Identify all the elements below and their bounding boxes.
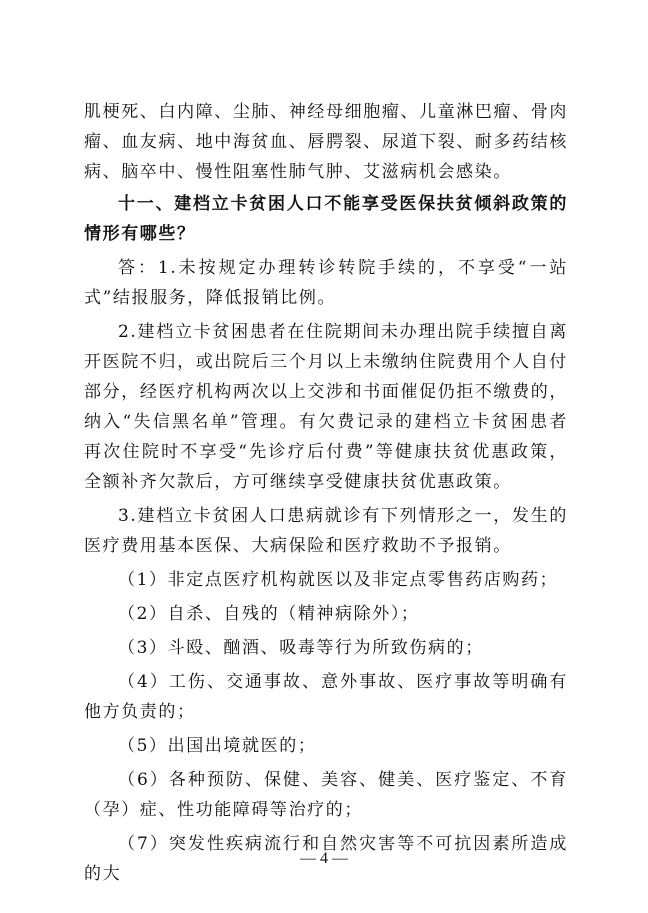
paragraph-continuation: 肌梗死、白内障、尘肺、神经母细胞瘤、儿童淋巴瘤、骨肉瘤、血友病、地中海贫血、唇腭裂、尿道下裂、耐多药结核病、脑卒中、慢性阻塞性肺气肿、艾滋病机会感染。 bbox=[84, 102, 568, 182]
answer-paragraph-2: 2.建档立卡贫困患者在住院期间未办理出院手续擅自离开医院不归，或出院后三个月以上未缴纳住院费用个人自付部分，经医疗机构两次以上交涉和书面催促仍拒不缴费的，纳入“失信黑名单”管理。有欠费记录的建档立卡贫困患者再次住院时不享受“先诊疗后付费”等健康扶贫优惠政策，全额补齐欠款后，方可继续享受健康扶贫优惠政策。 bbox=[84, 322, 568, 492]
list-item: （6）各种预防、保健、美容、健美、医疗鉴定、不育（孕）症、性功能障碍等治疗的； bbox=[84, 770, 568, 820]
document-body bbox=[84, 97, 568, 889]
list-item: （7）突发性疾病流行和自然灾害等不可抗因素所造成的大 bbox=[84, 834, 568, 884]
list-item: （2）自杀、自残的（精神病除外）； bbox=[118, 604, 420, 624]
section-heading: 十一、建档立卡贫困人口不能享受医保扶贫倾斜政策的情形有哪些？ bbox=[84, 194, 568, 244]
page-number: — 4 — bbox=[300, 850, 348, 867]
list-item: （4）工伤、交通事故、意外事故、医疗事故等明确有他方负责的； bbox=[84, 672, 568, 722]
answer-paragraph-3: 3.建档立卡贫困人口患病就诊有下列情形之一，发生的医疗费用基本医保、大病保险和医疗救助不予报销。 bbox=[84, 506, 568, 556]
list-item: （1）非定点医疗机构就医以及非定点零售药店购药； bbox=[118, 570, 559, 590]
list-item: （5）出国出境就医的； bbox=[118, 736, 317, 756]
list-item: （3）斗殴、酗酒、吸毒等行为所致伤病的； bbox=[118, 638, 484, 658]
answer-paragraph-1: 答：1.未按规定办理转诊转院手续的，不享受“一站式”结报服务，降低报销比例。 bbox=[84, 258, 568, 308]
